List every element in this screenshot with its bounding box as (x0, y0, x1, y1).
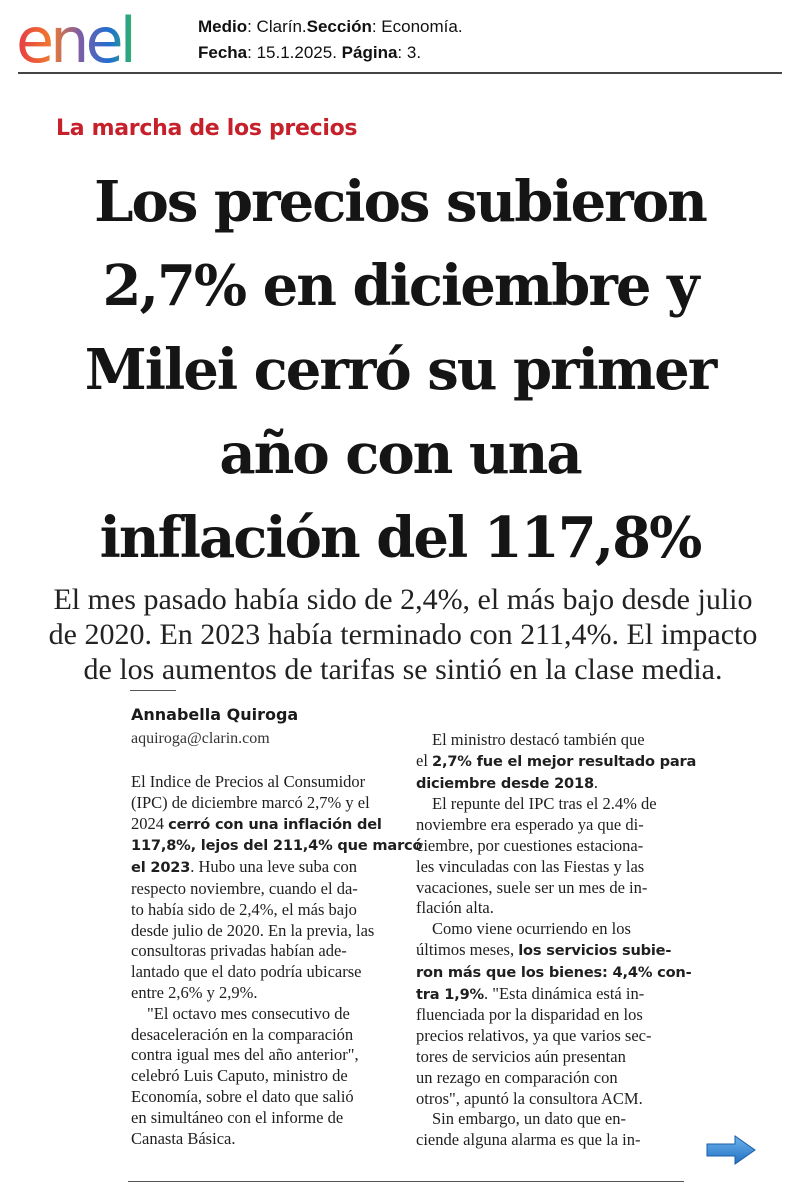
text-run: . (593, 772, 599, 792)
text-line: ciembre, por cuestiones estaciona- (416, 835, 644, 855)
text-line: Economía, sobre el dato que salió (131, 1086, 354, 1106)
text-line: flación alta. (416, 898, 494, 918)
meta-label-fecha: Fecha (198, 43, 248, 62)
text-line: Canasta Básica. (131, 1128, 236, 1148)
text-line: un rezago en comparación con (416, 1067, 618, 1087)
bold-run: el 2023 (131, 859, 191, 877)
subheadline-line: de 2020. En 2023 había terminado con 211,4%. El impacto (48, 618, 758, 651)
meta-line-1 (198, 14, 463, 40)
text-run: el (416, 750, 433, 770)
text-line (416, 773, 682, 795)
headline (20, 160, 780, 580)
meta-label-medio: Medio (198, 17, 248, 36)
headline-line: año con una (219, 421, 581, 487)
subheadline-line: El mes pasado había sido de 2,4%, el más bajo desde julio (53, 583, 753, 616)
header-divider (18, 72, 782, 74)
headline-line: Milei cerró su primer (84, 337, 716, 403)
meta-label-pagina: Página (341, 43, 398, 62)
meta-value-pagina: : 3. (397, 43, 422, 62)
svg-text:enel: enel (16, 8, 133, 70)
text-line: El Indice de Precios al Consumidor (131, 772, 366, 791)
paragraph (416, 794, 682, 919)
paragraph (131, 772, 423, 1004)
text-line: les vinculadas con las Fiestas y las (416, 856, 645, 876)
bold-run: 2,7% fue el mejor resultado para (432, 752, 697, 770)
bold-run: diciembre desde 2018 (416, 774, 594, 792)
text-line: desaceleración en la comparación (131, 1024, 354, 1044)
meta-label-seccion: Sección (306, 17, 372, 36)
byline-divider (130, 690, 176, 691)
paragraph (131, 1004, 399, 1150)
text-line: precios relativos, ya que varios sec- (416, 1026, 652, 1046)
arrow-right-icon[interactable] (705, 1134, 757, 1166)
bold-run: ron más que los bienes: 4,4% con- (416, 963, 692, 981)
headline-line: Los precios subieron (94, 169, 706, 235)
text-line: celebró Luis Caputo, ministro de (131, 1066, 348, 1086)
text-line: desde julio de 2020. En la previa, las (131, 920, 375, 940)
text-line: fluenciada por la disparidad en los (416, 1005, 643, 1025)
text-line: "El octavo mes consecutivo de (147, 1003, 350, 1023)
text-line (131, 857, 399, 879)
text-line: noviembre era esperado ya que di- (416, 815, 644, 835)
text-line: ciende alguna alarma es que la in- (416, 1130, 641, 1150)
body-column-1 (131, 772, 423, 1149)
bold-run: tra 1,9% (416, 985, 484, 1003)
text-run: . Hubo una leve suba con (190, 857, 357, 877)
text-line: Sin embargo, un dato que en- (432, 1109, 626, 1129)
bottom-divider (128, 1181, 684, 1182)
paragraph (416, 1109, 682, 1151)
body-column-2 (416, 730, 697, 1151)
paragraph (416, 919, 692, 1109)
subheadline-line: de los aumentos de tarifas se sintió en la clase media. (83, 653, 723, 686)
text-line: lantado que el dato podría ubicarse (131, 962, 362, 982)
meta-value-medio: : Clarín. (247, 17, 307, 36)
headline-line: 2,7% en diciembre y (102, 253, 698, 319)
text-line (416, 940, 682, 962)
text-line: vacaciones, suele ser un mes de in- (416, 877, 648, 897)
text-line: consultoras privadas habían ade- (131, 941, 347, 961)
text-line: contra igual mes del año anterior", (131, 1045, 359, 1065)
text-line: El ministro destacó también que (432, 730, 645, 749)
text-run: 2024 (131, 813, 169, 833)
text-line: tores de servicios aún presentan (416, 1046, 626, 1066)
author-name: Annabella Quiroga (131, 705, 299, 724)
text-line: (IPC) de diciembre marcó 2,7% y el (131, 792, 370, 812)
text-line (131, 814, 399, 836)
subheadline (38, 582, 768, 687)
text-line (416, 962, 692, 984)
clipping-meta (198, 14, 463, 66)
headline-line: inflación del 117,8% (99, 505, 701, 571)
text-line: entre 2,6% y 2,9%. (131, 982, 258, 1002)
text-line: Como viene ocurriendo en los (432, 919, 631, 939)
text-line (416, 984, 682, 1006)
clipping-header (0, 0, 800, 76)
text-line (416, 750, 697, 773)
meta-line-2 (198, 40, 463, 66)
text-line: respecto noviembre, cuando el da- (131, 878, 358, 898)
bold-run: 117,8%, lejos del 211,4% que marcó (131, 837, 423, 855)
bold-run: cerró con una inflación del (168, 815, 382, 833)
text-line (131, 835, 423, 857)
enel-logo (16, 8, 166, 70)
bold-run: los servicios subie- (518, 941, 672, 959)
text-line: El repunte del IPC tras el 2.4% de (432, 794, 657, 814)
text-run: . "Esta dinámica está in- (483, 983, 645, 1003)
text-line: en simultáneo con el informe de (131, 1107, 344, 1127)
meta-value-seccion: : Economía. (371, 17, 463, 36)
text-run: últimos meses, (416, 939, 519, 959)
meta-value-fecha: : 15.1.2025. (247, 43, 342, 62)
text-line: to había sido de 2,4%, el más bajo (131, 899, 357, 919)
section-label: La marcha de los precios (56, 116, 358, 141)
author-email: aquiroga@clarin.com (131, 730, 270, 747)
text-line: otros", apuntó la consultora ACM. (416, 1088, 643, 1108)
paragraph (416, 730, 697, 794)
